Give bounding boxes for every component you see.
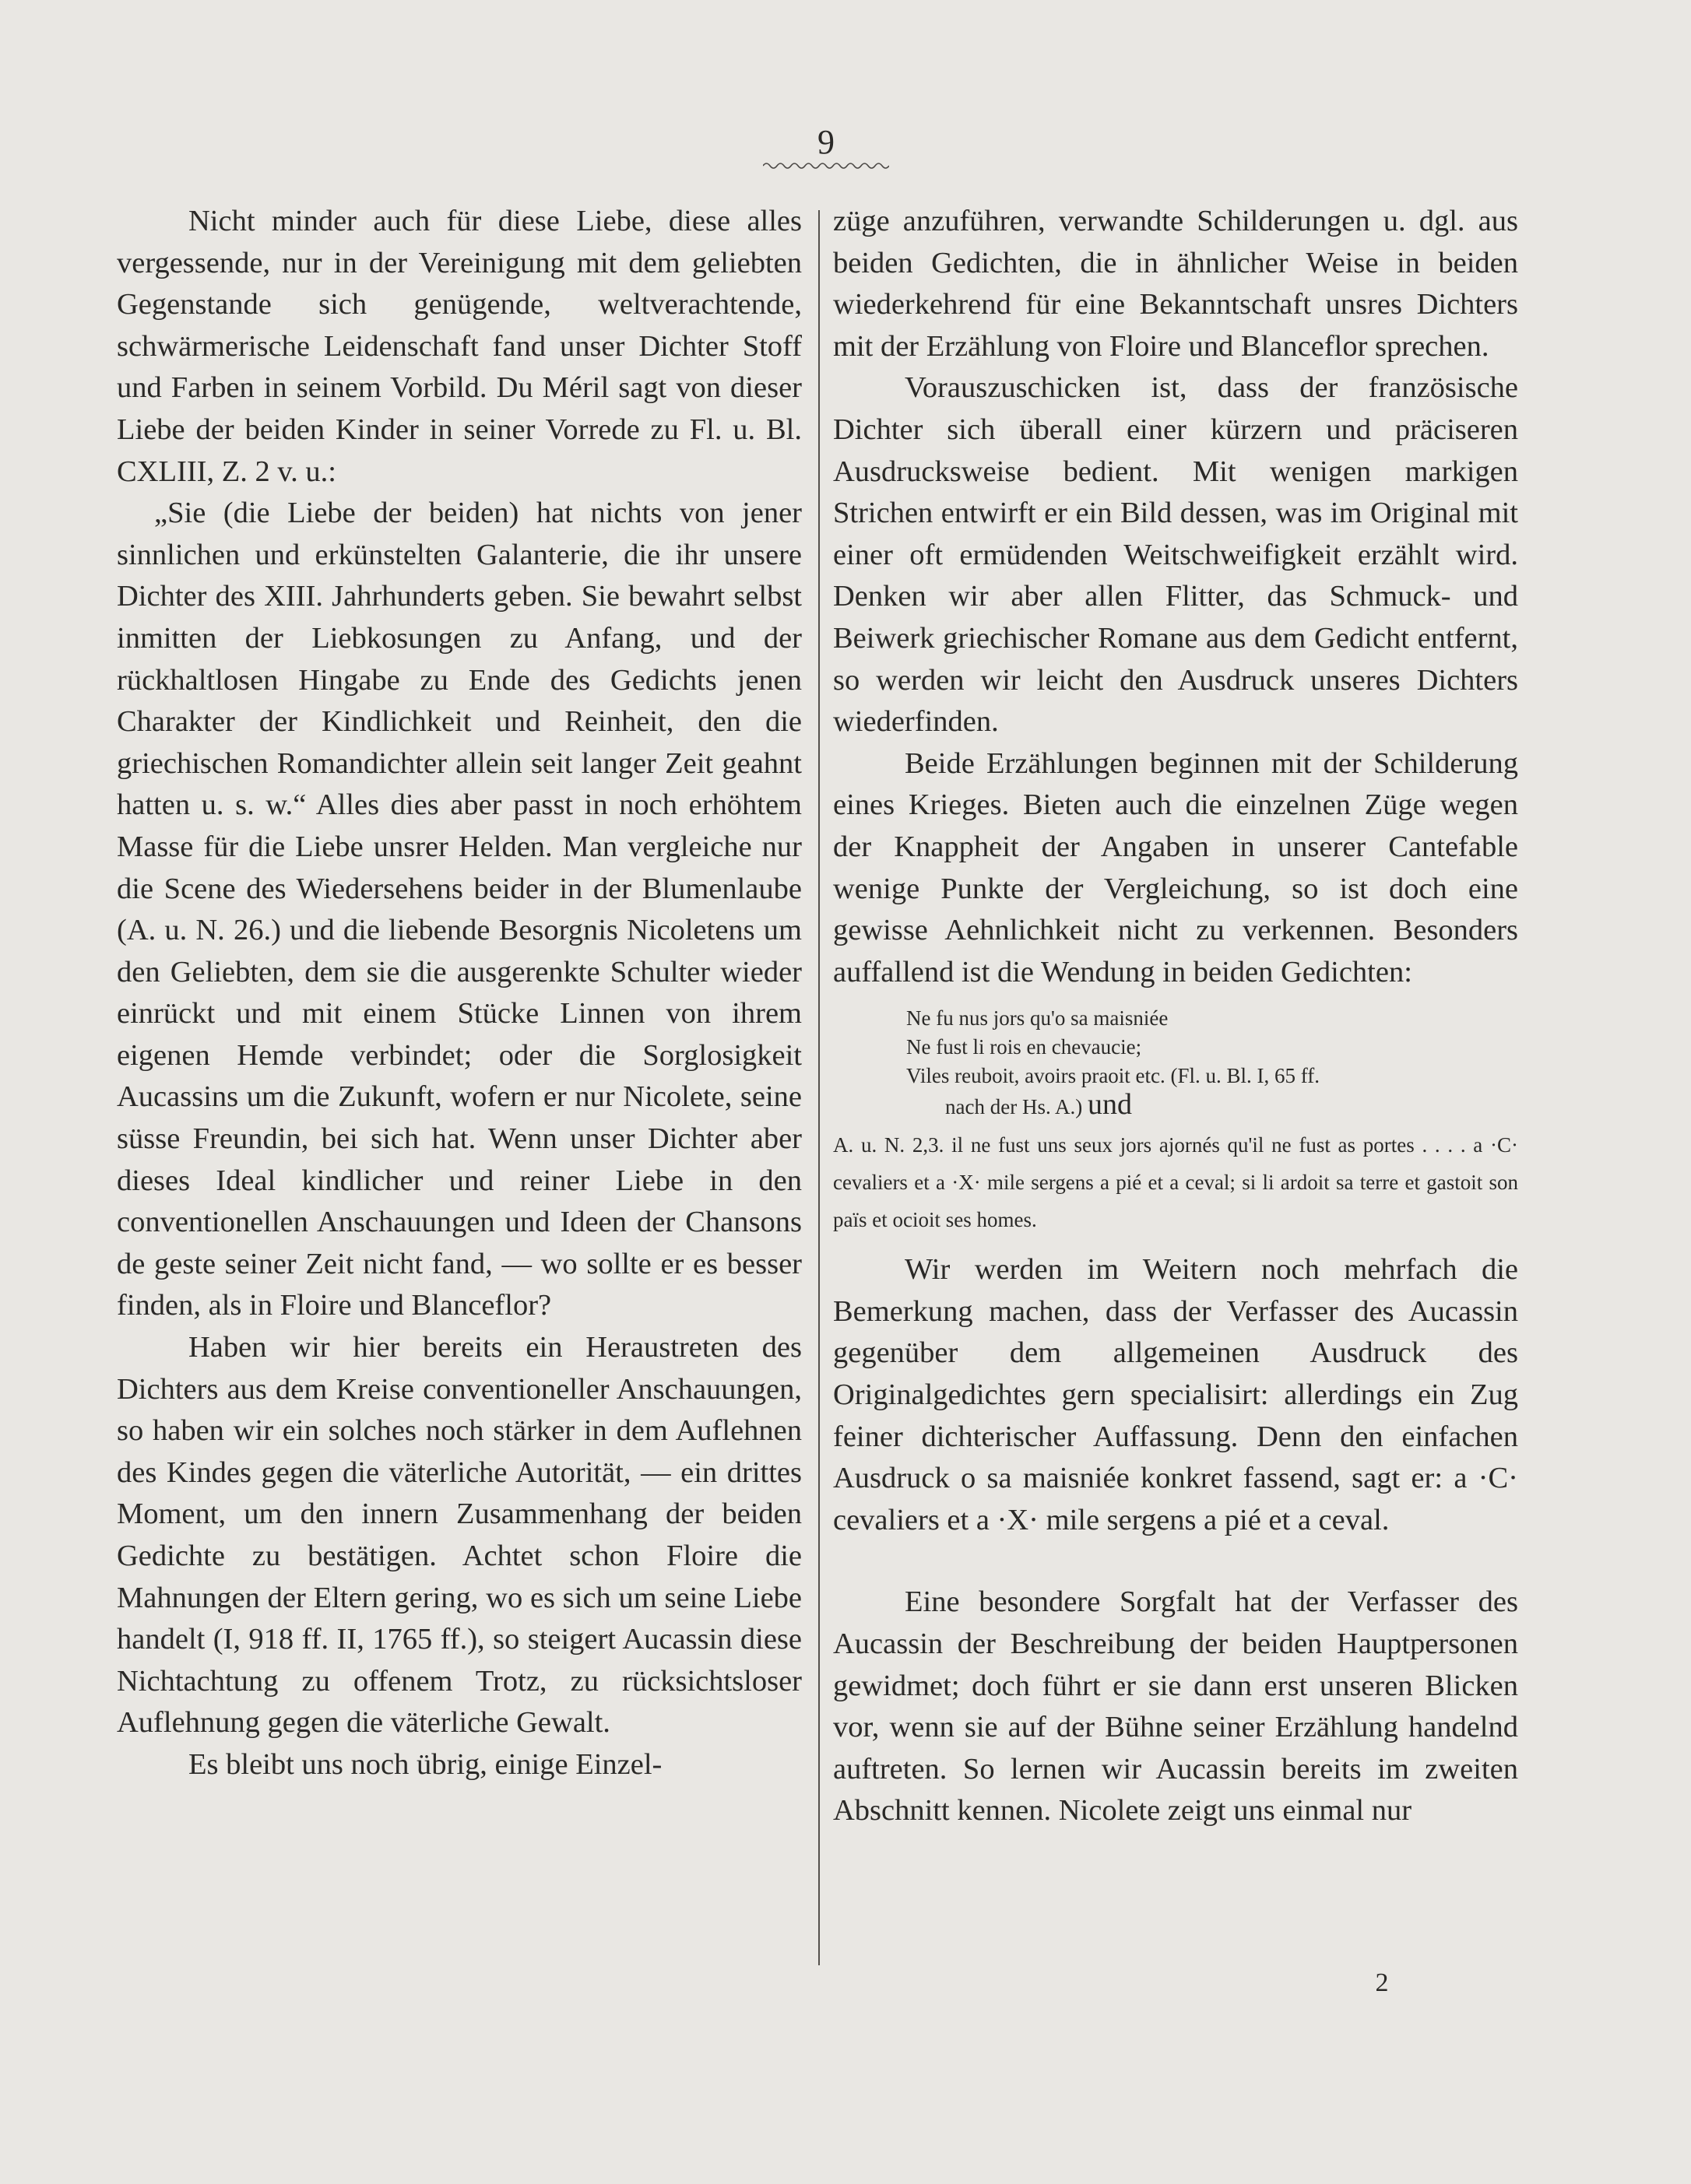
signature-mark: 2: [1375, 1968, 1389, 1997]
paragraph: Haben wir hier bereits ein Heraustreten des Dichters aus dem Kreise conventioneller Anschauungen, so haben wir ein solches noch stärker in dem Auflehnen des Kindes gegen die väterliche Autorität, — ein drittes Moment, um den innern Zusammenhang der beiden Gedichte zu bestätigen. Achtet schon Floire die Mahnungen der Eltern gering, wo es sich um seine Liebe handelt (I, 918 ff. II, 1765 ff.), so steigert Aucassin diese Nichtachtung zu offenem Trotz, zu rücksichtsloser Auflehnung gegen die väterliche Gewalt.: [117, 1331, 802, 1740]
paragraph: Es bleibt uns noch übrig, einige Einzel-: [188, 1747, 663, 1781]
verse-line: Ne fu nus jors qu'o sa maisniée: [906, 1006, 1169, 1031]
verse-quotation: [906, 1004, 1518, 1122]
wavy-ornament: [763, 160, 889, 171]
verse-conjunction: und: [1087, 1088, 1132, 1122]
column-divider: [818, 210, 820, 1965]
verse-source: nach der Hs. A.): [945, 1095, 1083, 1119]
paragraph: Eine besondere Sorgfalt hat der Verfasser des Aucassin der Beschreibung der beiden Hauptpersonen gewidmet; doch führt er sie dann erst unseren Blicken vor, wenn sie auf der Bühne seiner Erzählung handelnd auftreten. So lernen wir Aucassin bereits im zweiten Abschnitt kennen. Nicolete zeigt uns einmal nur: [833, 1585, 1518, 1828]
paragraph: Wir werden im Weitern noch mehrfach die Bemerkung machen, dass der Verfasser des Aucassin gegenüber dem allgemeinen Ausdruck des Originalgedichtes gern specialisirt: allerdings ein Zug feiner dichterischer Auffassung. Denn den einfachen Ausdruck o sa maisniée konkret fassend, sagt er: a ·C· cevaliers et a ·X· mile sergens a pié et a ceval.: [833, 1253, 1518, 1536]
section-gap: [833, 1541, 1518, 1582]
left-column: [117, 201, 802, 1786]
paragraph-continued: züge anzuführen, verwandte Schilderungen u. dgl. aus beiden Gedichten, die in ähnlicher Weise in beiden wiederkehrend für eine Bekanntschaft unsres Dichters mit der Erzählung von Floire und Blanceflor sprechen.: [833, 205, 1518, 363]
right-column: [833, 201, 1518, 1832]
verse-line: [906, 1090, 1518, 1122]
page-number: 9: [817, 123, 835, 161]
verse-line: Ne fust li rois en chevaucie;: [906, 1035, 1142, 1059]
paragraph: Vorauszuschicken ist, dass der französische Dichter sich überall einer kürzern und präciseren Ausdrucksweise bedient. Mit wenigen markigen Strichen entwirft er ein Bild dessen, was im Original mit einer oft ermüdenden Weitschweifigkeit erzählt wird. Denken wir aber allen Flitter, das Schmuck- und Beiwerk griechischer Romane aus dem Gedicht entfernt, so werden wir leicht den Ausdruck unseres Dichters wiederfinden.: [833, 371, 1518, 739]
paragraph: Nicht minder auch für diese Liebe, diese alles vergessende, nur in der Vereinigung mit dem geliebten Gegenstande sich genügende, weltverachtende, schwärmerische Leidenschaft fand unser Dichter Stoff und Farben in seinem Vorbild. Du Méril sagt von dieser Liebe der beiden Kinder in seiner Vorrede zu Fl. u. Bl. CXLIII, Z. 2 v. u.:: [117, 205, 802, 488]
quotation-paragraph: „Sie (die Liebe der beiden) hat nichts von jener sinnlichen und erkünstelten Galanterie, die ihr unsere Dichter des XIII. Jahrhunderts geben. Sie bewahrt selbst inmitten der Liebkosungen zu Anfang, und der rückhaltlosen Hingabe zu Ende des Gedichts jenen Charakter der Kindlichkeit und Reinheit, den die griechischen Romandichter allein seit langer Zeit geahnt hatten u. s. w.“ Alles dies aber passt in noch erhöhtem Masse für die Liebe unsrer Helden. Man vergleiche nur die Scene des Wiedersehens beider in der Blumenlaube (A. u. N. 26.) und die liebende Besorgnis Nicoletens um den Geliebten, dem sie die ausgerenkte Schulter wieder einrückt und mit einem Stücke Linnen von ihrem eigenen Hemde verbindet; oder die Sorglosigkeit Aucassins um die Zukunft, wofern er nur Nicolete, seine süsse Freundin, bei sich hat. Wenn unser Dichter aber dieses Ideal kindlicher und reiner Liebe in den conventionellen Anschauungen und Ideen der Chansons de geste seiner Zeit nicht fand, — wo sollte er es besser finden, als in Floire und Blanceflor?: [117, 497, 802, 1322]
citation-quotation: A. u. N. 2,3. il ne fust uns seux jors ajornés qu'il ne fust as portes . . . . a ·C· cevaliers et a ·X· mile sergens a pié et a ceval; si li ardoit sa terre et gastoit son païs et ocioit ses homes.: [833, 1133, 1518, 1232]
paragraph: Beide Erzählungen beginnen mit der Schilderung eines Krieges. Bieten auch die einzelnen Züge wegen der Knappheit der Angaben in unserer Cantefable wenige Punkte der Vergleichung, so ist doch eine gewisse Aehnlichkeit nicht zu verkennen. Besonders auffallend ist die Wendung in beiden Gedichten:: [833, 746, 1518, 988]
verse-line: Viles reuboit, avoirs praoit etc. (Fl. u. Bl. I, 65 ff.: [906, 1064, 1320, 1088]
